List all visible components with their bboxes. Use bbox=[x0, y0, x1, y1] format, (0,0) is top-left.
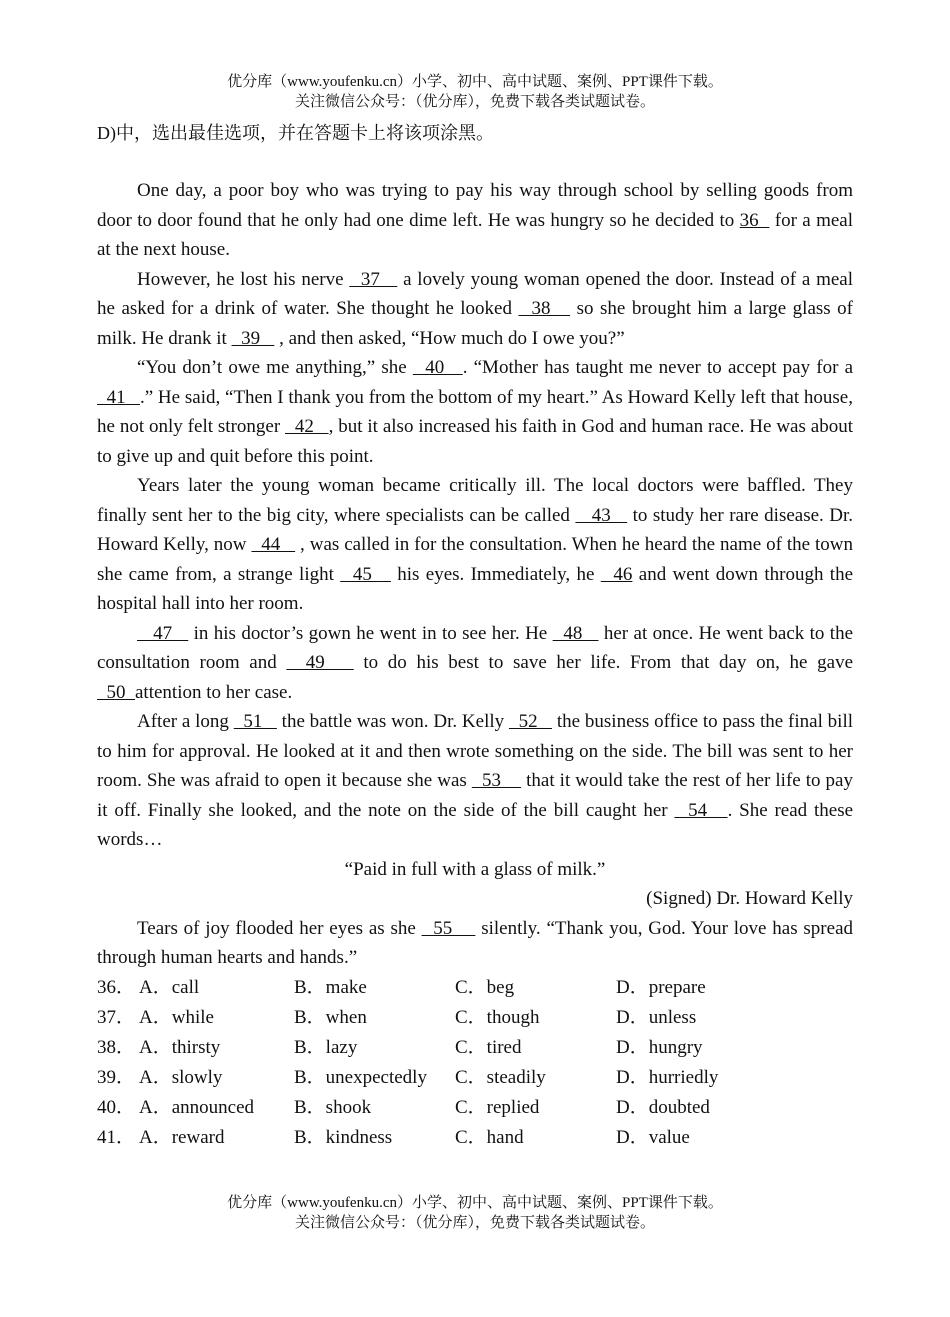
blank-54: 54 bbox=[674, 799, 728, 821]
question-number: 38． bbox=[97, 1036, 136, 1058]
blank-40: 40 bbox=[412, 357, 463, 378]
blank-53: 53 bbox=[471, 770, 522, 791]
blank-37: 37 bbox=[349, 268, 398, 290]
paragraph-2: However, he lost his nerve 37 a lovely young woman opened the door. Instead of a meal he asked for a drink of water. She thought he looked 38 so she brought him a large glass of milk. He drank it 39 , and then asked, “How much do I owe you?” bbox=[97, 268, 854, 349]
option-d: D．hungry bbox=[616, 1036, 703, 1058]
option-c: C．though bbox=[455, 1006, 540, 1028]
paragraph-6: After a long 51 the battle was won. Dr. Kelly 52 the business office to pass the final bill to him for approval. He looked at it and then wrote something on the side. The bill was sent to her room. She was afraid to open it because she was 53 that it would take the rest of her life to pay it off. Finally she looked, and the note on the side of the bill caught her 54 . She read these words… bbox=[97, 711, 854, 850]
option-a: A．thirsty bbox=[139, 1036, 221, 1058]
option-row-38 bbox=[97, 1033, 853, 1063]
option-b: B．shook bbox=[294, 1096, 372, 1118]
page-header bbox=[0, 72, 950, 112]
options-list bbox=[97, 973, 853, 1153]
option-a: A．call bbox=[139, 976, 200, 998]
paragraph-7: Tears of joy flooded her eyes as she 55 silently. “Thank you, God. Your love has spread through human hearts and hands.” bbox=[97, 917, 854, 968]
blank-55: 55 bbox=[421, 917, 476, 939]
option-row-39 bbox=[97, 1063, 853, 1093]
header-line-2: 关注微信公众号：（优分库），免费下载各类试题试卷。 bbox=[294, 94, 655, 110]
blank-43: 43 bbox=[575, 504, 628, 526]
question-number: 37． bbox=[97, 1006, 136, 1028]
signed-line: (Signed) Dr. Howard Kelly bbox=[646, 888, 853, 909]
blank-47: 47 bbox=[137, 622, 189, 644]
paragraph-3: “You don’t owe me anything,” she 40 . “Mother has taught me never to accept pay for a 41 .” He said, “Then I thank you from the bottom of my heart.” As Howard Kelly left that house, he not only felt stronger 42 , but it also increased his faith in God and human race. He was about to give up and quit before this point. bbox=[97, 357, 853, 467]
option-a: A．announced bbox=[139, 1096, 255, 1118]
paragraph-1: One day, a poor boy who was trying to pay his way through school by selling goods from door to door found that he only had one dime left. He was hungry so he decided to 36 for a meal at the next house. bbox=[97, 180, 853, 260]
blank-39: 39 bbox=[231, 327, 275, 349]
option-d: D．value bbox=[616, 1126, 690, 1148]
option-a: A．while bbox=[139, 1006, 214, 1028]
option-row-37 bbox=[97, 1003, 853, 1033]
blank-42: 42 bbox=[285, 416, 329, 437]
header-line-1: 优分库（www.youfenku.cn）小学、初中、高中试题、案例、PPT课件下载。 bbox=[227, 74, 723, 90]
option-d: D．prepare bbox=[616, 976, 706, 998]
option-c: C．beg bbox=[455, 976, 515, 998]
quote-line: “Paid in full with a glass of milk.” bbox=[344, 858, 606, 880]
paragraph-5: 47 in his doctor’s gown he went in to see her. He 48 her at once. He went back to the consultation room and 49 to do his best to save her life. From that day on, he gave 50 attention to her case. bbox=[97, 622, 854, 703]
blank-41: 41 bbox=[97, 386, 140, 408]
option-b: B．kindness bbox=[294, 1126, 393, 1148]
page-footer bbox=[0, 1193, 950, 1233]
option-row-41 bbox=[97, 1123, 853, 1153]
option-c: C．replied bbox=[455, 1096, 540, 1118]
blank-49: 49 bbox=[286, 652, 354, 673]
blank-36: 36 bbox=[739, 209, 770, 231]
option-b: B．unexpectedly bbox=[294, 1066, 427, 1088]
option-c: C．hand bbox=[455, 1126, 524, 1148]
option-b: B．make bbox=[294, 976, 367, 998]
blank-38: 38 bbox=[518, 298, 571, 319]
option-b: B．lazy bbox=[294, 1036, 358, 1058]
option-d: D．hurriedly bbox=[616, 1066, 719, 1088]
blank-45: 45 bbox=[340, 563, 391, 585]
question-number: 41． bbox=[97, 1126, 136, 1148]
option-c: C．tired bbox=[455, 1036, 522, 1058]
blank-48: 48 bbox=[552, 622, 599, 644]
option-c: C．steadily bbox=[455, 1066, 546, 1088]
option-b: B．when bbox=[294, 1006, 367, 1028]
option-row-36 bbox=[97, 973, 853, 1003]
blank-44: 44 bbox=[251, 534, 296, 555]
option-d: D．unless bbox=[616, 1006, 697, 1028]
instruction-text: D)中，选出最佳选项，并在答题卡上将该项涂黑。 bbox=[97, 123, 494, 143]
option-a: A．slowly bbox=[139, 1066, 223, 1088]
footer-line-1: 优分库（www.youfenku.cn）小学、初中、高中试题、案例、PPT课件下载。 bbox=[227, 1195, 723, 1211]
question-number: 36． bbox=[97, 976, 136, 998]
option-a: A．reward bbox=[139, 1126, 225, 1148]
question-number: 40． bbox=[97, 1096, 136, 1118]
blank-51: 51 bbox=[233, 711, 277, 732]
option-d: D．doubted bbox=[616, 1096, 710, 1118]
paragraph-4: Years later the young woman became critically ill. The local doctors were baffled. They finally sent her to the big city, where specialists can be called 43 to study her rare disease. Dr. Howard Kelly, now 44 , was called in for the consultation. When he heard the name of the town she came from, a strange light 45 his eyes. Immediately, he 46 and went down through the hospital hall into her room. bbox=[97, 475, 854, 614]
blank-52: 52 bbox=[508, 711, 553, 732]
blank-46: 46 bbox=[600, 563, 633, 585]
footer-line-2: 关注微信公众号：（优分库），免费下载各类试题试卷。 bbox=[294, 1215, 655, 1231]
blank-50: 50 bbox=[97, 681, 135, 703]
document-body bbox=[97, 118, 853, 1153]
option-row-40 bbox=[97, 1093, 853, 1123]
question-number: 39． bbox=[97, 1066, 136, 1088]
